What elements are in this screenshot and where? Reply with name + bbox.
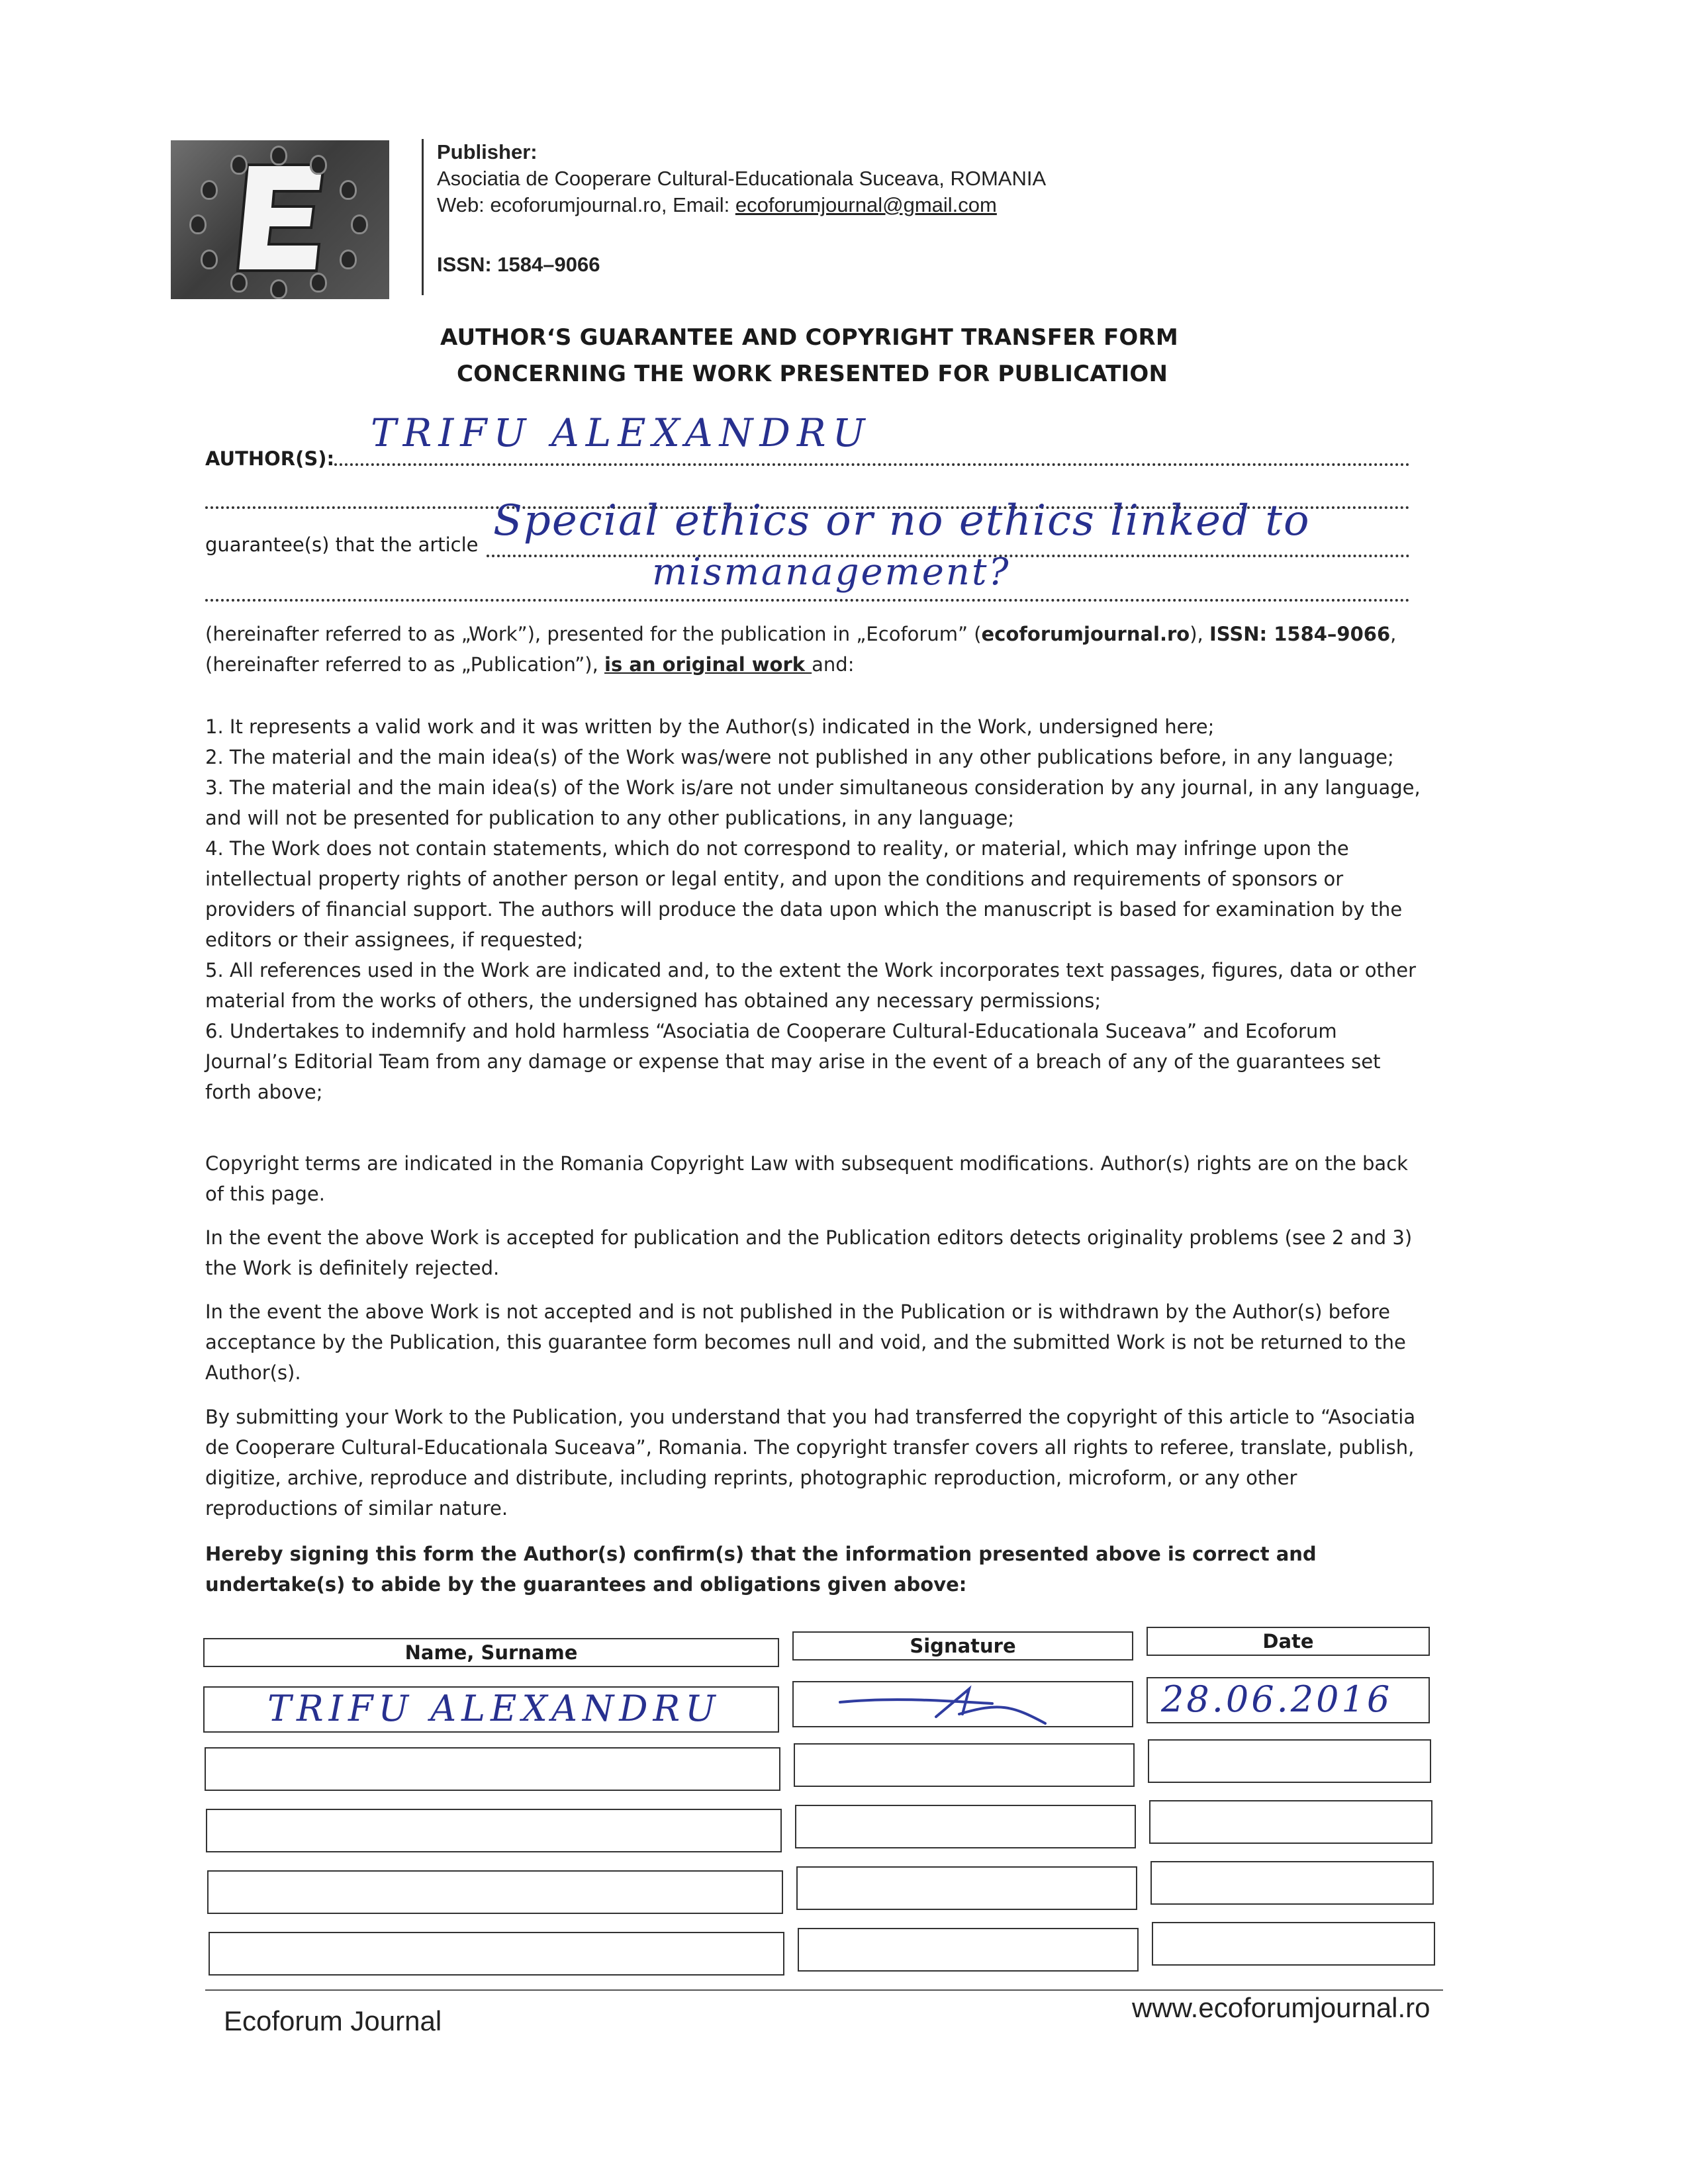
table-row-name-cell[interactable] xyxy=(207,1870,783,1914)
logo-e-icon xyxy=(234,161,327,274)
signed-name: TRIFU ALEXANDRU xyxy=(267,1688,721,1729)
confirmation-statement: Hereby signing this form the Author(s) confirm(s) that the information presented above is correct and undertake(s) to abide by the guarantees and obligations given above: xyxy=(205,1543,1317,1596)
publisher-issn: ISSN: 1584–9066 xyxy=(437,253,600,276)
table-row-date-cell[interactable] xyxy=(1150,1861,1434,1905)
table-row-name-cell[interactable] xyxy=(209,1932,784,1976)
publisher-web: Web: ecoforumjournal.ro, Email: ecoforumjournal@gmail.com xyxy=(437,193,997,216)
guarantee-clauses xyxy=(205,711,1423,1107)
footer-website-link[interactable]: www.ecoforumjournal.ro xyxy=(1132,1992,1430,2023)
table-row-name-cell[interactable] xyxy=(203,1686,779,1733)
author-handwritten-name: TRIFU ALEXANDRU xyxy=(371,410,872,455)
publisher-label: Publisher: xyxy=(437,140,538,163)
clause-item: 6. Undertakes to indemnify and hold harmless “Asociatia de Cooperare Cultural-Educationala Suceava” and Ecoforum Journal’s Editorial Team from any damage or expense that may arise in the event of a breach of any of the guarantees set forth above; xyxy=(205,1020,1381,1103)
table-row-signature-cell[interactable] xyxy=(795,1805,1136,1848)
signature-icon xyxy=(794,1682,1135,1729)
table-row-date-cell[interactable] xyxy=(1147,1677,1430,1723)
journal-logo xyxy=(171,140,389,299)
author-dotted-line xyxy=(334,463,1410,466)
header-divider xyxy=(422,139,424,295)
footer-journal-name: Ecoforum Journal xyxy=(224,2005,442,2036)
clause-item: 2. The material and the main idea(s) of the Work was/were not published in any other publications before, in any language; xyxy=(205,746,1394,768)
intro-site: ecoforumjournal.ro xyxy=(981,623,1190,645)
table-row-date-cell[interactable] xyxy=(1148,1739,1431,1783)
article-handwritten-title-2: mismanagement? xyxy=(652,551,1011,594)
table-row-name-cell[interactable] xyxy=(205,1747,780,1791)
table-header-name: Name, Surname xyxy=(203,1638,779,1667)
publisher-email[interactable]: ecoforumjournal@gmail.com xyxy=(735,193,997,216)
copyright-transfer-paragraph: By submitting your Work to the Publication, you understand that you had transferred the copyright of this article to “Asociatia de Cooperare Cultural-Educationala Suceava”, Romania. The copyright transfer covers all rights to referee, translate, publish, digitize, archive, reproduce and distribute, including reprints, photographic reproduction, microform, or any other reproductions of similar nature. xyxy=(205,1406,1416,1520)
withdrawal-paragraph: In the event the above Work is not accepted and is not published in the Publication or is withdrawn by the Author(s) before acceptance by the Publication, this guarantee form becomes null and void, and the submitted Work is not be returned to the Author(s). xyxy=(205,1300,1406,1384)
table-header-date: Date xyxy=(1147,1627,1430,1656)
form-title-line1: AUTHOR‘S GUARANTEE AND COPYRIGHT TRANSFER FORM xyxy=(440,324,1178,351)
originality-paragraph: In the event the above Work is accepted for publication and the Publication editors detects originality problems (see 2 and 3) the Work is definitely rejected. xyxy=(205,1226,1413,1279)
article-dotted-line-2 xyxy=(205,599,1410,602)
table-row-signature-cell[interactable] xyxy=(792,1681,1133,1727)
table-header-signature: Signature xyxy=(792,1631,1133,1661)
publisher-name: Asociatia de Cooperare Cultural-Educationala Suceava, ROMANIA xyxy=(437,167,1047,190)
clause-item: 1. It represents a valid work and it was written by the Author(s) indicated in the Work, undersigned here; xyxy=(205,715,1215,738)
form-title-line2: CONCERNING THE WORK PRESENTED FOR PUBLICATION xyxy=(457,361,1168,387)
signed-date: 28.06.2016 xyxy=(1161,1678,1393,1720)
table-row-date-cell[interactable] xyxy=(1152,1922,1435,1966)
copyright-terms-paragraph: Copyright terms are indicated in the Romania Copyright Law with subsequent modifications. Author(s) rights are on the back of this page. xyxy=(205,1152,1408,1205)
article-handwritten-title-1: Special ethics or no ethics linked to xyxy=(493,496,1311,545)
author-label: AUTHOR(S): xyxy=(205,447,335,470)
intro-paragraph: (hereinafter referred to as „Work”), presented for the publication in „Ecoforum” (ecoforumjournal.ro), ISSN: 1584–9066, (hereinafter referred to as „Publication”), is an original work and: xyxy=(205,623,1397,676)
clause-item: 4. The Work does not contain statements, which do not correspond to reality, or material, which may infringe upon the intellectual property rights of another person or legal entity, and upon the conditions and requirements of sponsors or providers of financial support. The authors will produce the data upon which the manuscript is based for examination by the editors or their assignees, if requested; xyxy=(205,837,1403,951)
intro-issn: ISSN: 1584–9066 xyxy=(1209,623,1391,645)
table-row-name-cell[interactable] xyxy=(206,1809,782,1852)
footer-divider xyxy=(205,1989,1443,1991)
clause-item: 3. The material and the main idea(s) of the Work is/are not under simultaneous consideration by any journal, in any language, and will not be presented for publication to any other publications, in any language; xyxy=(205,776,1421,829)
clause-item: 5. All references used in the Work are indicated and, to the extent the Work incorporates text passages, figures, data or other material from the works of others, the undersigned has obtained any necessary permissions; xyxy=(205,959,1417,1012)
table-row-signature-cell[interactable] xyxy=(794,1743,1135,1787)
original-work-emphasis: is an original work xyxy=(604,653,812,676)
table-row-signature-cell[interactable] xyxy=(798,1928,1139,1972)
table-row-signature-cell[interactable] xyxy=(796,1866,1137,1910)
article-label: guarantee(s) that the article xyxy=(205,533,479,556)
table-row-date-cell[interactable] xyxy=(1149,1800,1432,1844)
